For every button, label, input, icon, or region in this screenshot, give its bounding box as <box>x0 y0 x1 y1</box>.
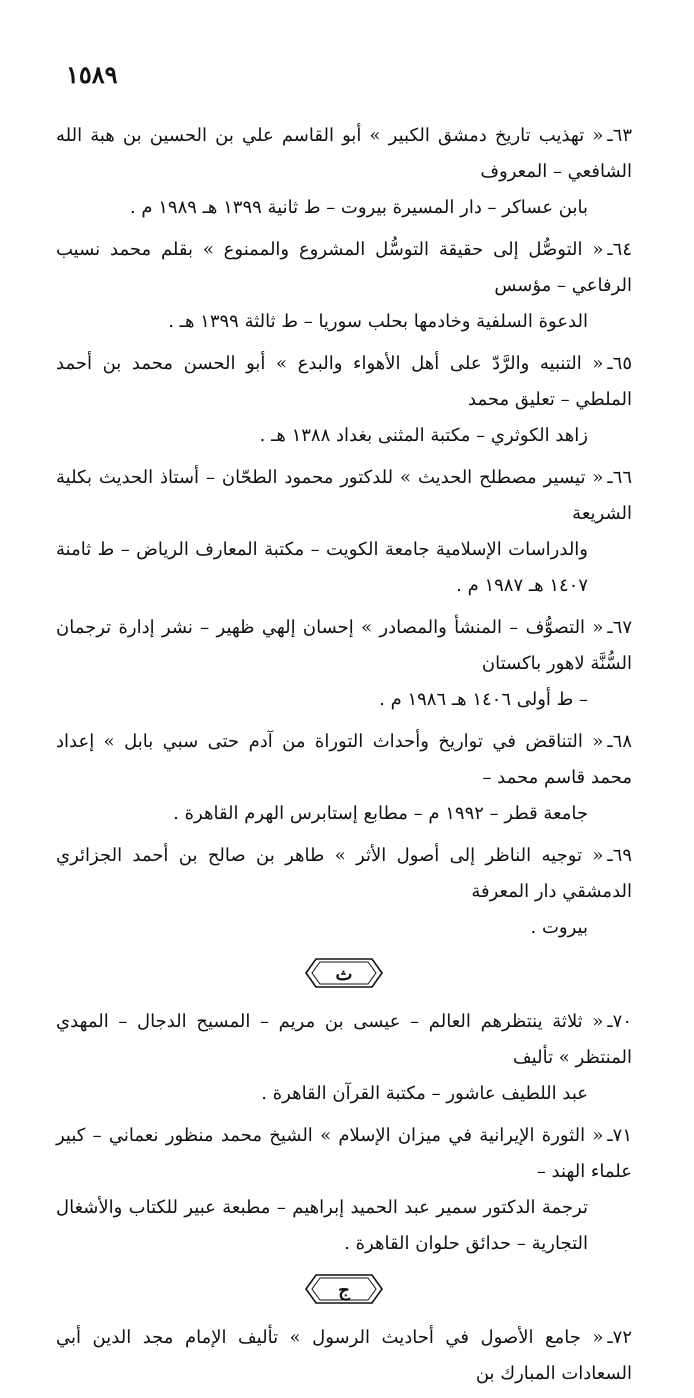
section-letter-tha: ث <box>335 964 353 985</box>
bibliography-entry <box>56 610 632 718</box>
entry-title-line: « جامع الأصول في أحاديث الرسول » تأليف الإمام مجد الدين أبي السعادات المبارك بن <box>56 1327 632 1384</box>
entry-first-line <box>56 460 632 532</box>
section-letter-box-jim <box>56 1272 632 1306</box>
entry-title-line: « ثلاثة ينتظرهم العالم – عيسى بن مريم – المسيح الدجال – المهدي المنتظر » تأليف <box>56 1011 632 1068</box>
entry-number: ٦٩ـ <box>607 845 632 866</box>
entry-continuation: – ط أولى ١٤٠٦ هـ ١٩٨٦ م . <box>379 689 588 710</box>
section-tha <box>56 1004 632 1262</box>
bibliography-entry <box>56 724 632 832</box>
entry-continuation: بيروت . <box>530 917 588 938</box>
letter-frame-icon <box>302 1272 386 1306</box>
entry-continuation: الدعوة السلفية وخادمها بحلب سوريا – ط ثالثة ١٣٩٩ هـ . <box>168 311 588 332</box>
entry-continuation: بابن عساكر – دار المسيرة بيروت – ط ثانية ١٣٩٩ هـ ١٩٨٩ م . <box>129 197 588 218</box>
entry-title-line: « التنبيه والرَّدّ على أهل الأهواء والبدع » أبو الحسن محمد بن أحمد الملطي – تعليق محمد <box>56 353 632 410</box>
entry-title-line: « توجيه الناظر إلى أصول الأثر » طاهر بن صالح بن أحمد الجزائري الدمشقي دار المعرفة <box>56 845 632 902</box>
section-letter-box-tha <box>56 956 632 990</box>
entry-number: ٦٥ـ <box>607 353 632 374</box>
bibliography-entry <box>56 1004 632 1112</box>
section-ta <box>56 118 632 946</box>
bibliography-entry <box>56 232 632 340</box>
entry-continuation: جامعة قطر – ١٩٩٢ م – مطابع إستابرس الهرم القاهرة . <box>173 803 588 824</box>
entry-continuation: زاهد الكوثري – مكتبة المثنى بغداد ١٣٨٨ هـ . <box>259 425 588 446</box>
entry-title-line: « تيسير مصطلح الحديث » للدكتور محمود الطحّان – أستاذ الحديث بكلية الشريعة <box>56 467 632 524</box>
entry-number: ٦٣ـ <box>607 125 632 146</box>
entry-title-line: « التوصُّل إلى حقيقة التوسُّل المشروع والممنوع » بقلم محمد نسيب الرفاعي – مؤسس <box>56 239 632 296</box>
entry-number: ٦٦ـ <box>607 467 632 488</box>
entry-number: ٦٤ـ <box>607 239 632 260</box>
entry-first-line <box>56 346 632 418</box>
bibliography-entry <box>56 460 632 604</box>
bibliography-entry <box>56 118 632 226</box>
entry-first-line <box>56 610 632 682</box>
bibliography-entry <box>56 838 632 946</box>
entry-first-line <box>56 1004 632 1076</box>
entry-first-line <box>56 724 632 796</box>
entry-number: ٦٧ـ <box>607 617 632 638</box>
entry-number: ٦٨ـ <box>607 731 632 752</box>
bibliography-list <box>56 118 632 1398</box>
entry-first-line <box>56 1320 632 1392</box>
entry-first-line <box>56 1118 632 1190</box>
page-number: ١٥٨٩ <box>66 60 118 89</box>
bibliography-entry <box>56 1118 632 1262</box>
entry-continuation: عبد اللطيف عاشور – مكتبة القرآن القاهرة . <box>261 1083 588 1104</box>
entry-title-line: « التصوُّف – المنشأ والمصادر » إحسان إلهي ظهير – نشر إدارة ترجمان السُّنَّة لاهور باكستان <box>56 617 632 674</box>
entry-number: ٧١ـ <box>607 1125 632 1146</box>
section-jim <box>56 1320 632 1392</box>
bibliography-entry <box>56 346 632 454</box>
letter-frame-icon <box>302 956 386 990</box>
entry-number: ٧٢ـ <box>607 1327 632 1348</box>
entry-first-line <box>56 232 632 304</box>
entry-title-line: « التناقض في تواريخ وأحداث التوراة من آدم حتى سبي بابل » إعداد محمد قاسم محمد – <box>56 731 632 788</box>
entry-first-line <box>56 118 632 190</box>
entry-title-line: « تهذيب تاريخ دمشق الكبير » أبو القاسم علي بن الحسين بن هبة الله الشافعي – المعروف <box>56 125 632 182</box>
entry-continuation: والدراسات الإسلامية جامعة الكويت – مكتبة المعارف الرياض – ط ثامنة ١٤٠٧ هـ ١٩٨٧ م . <box>56 539 588 596</box>
entry-title-line: « الثورة الإيرانية في ميزان الإسلام » الشيخ محمد منظور نعماني – كبير علماء الهند – <box>56 1125 632 1182</box>
entry-number: ٧٠ـ <box>607 1011 632 1032</box>
entry-first-line <box>56 838 632 910</box>
entry-continuation: ترجمة الدكتور سمير عبد الحميد إبراهيم – مطبعة عبير للكتاب والأشغال التجارية – حدائق حلوان القاهرة . <box>56 1197 588 1254</box>
bibliography-entry <box>56 1320 632 1392</box>
section-letter-jim: ج <box>338 1280 350 1301</box>
